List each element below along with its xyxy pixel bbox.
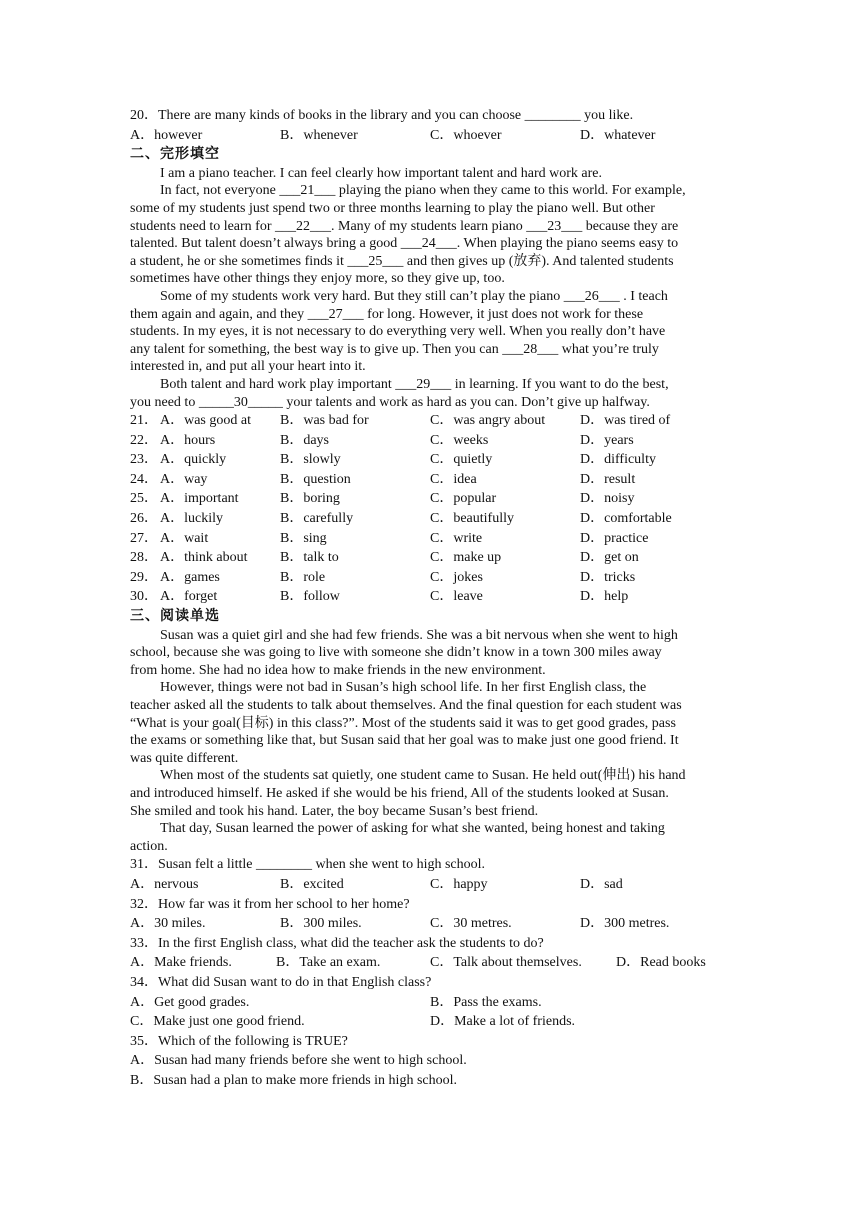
option-c: C．leave	[430, 589, 483, 605]
option-d: D．comfortable	[580, 511, 672, 527]
reading-line: Susan was a quiet girl and she had few friends. She was a bit nervous when she went to high	[160, 627, 678, 643]
cloze-line: In fact, not everyone ___21___ playing the piano when they came to this world. For example,	[160, 183, 686, 199]
option-a: A．Make friends.	[130, 955, 232, 971]
option-a: A．30 miles.	[130, 916, 206, 932]
question-35-stem: 35．Which of the following is TRUE?	[130, 1033, 348, 1049]
cloze-line: I am a piano teacher. I can feel clearly how important talent and hard work are.	[160, 165, 602, 181]
option-a: A．hours	[160, 432, 216, 448]
cloze-question-25	[130, 489, 732, 509]
reading-line: from home. She had no idea how to make friends in the new environment.	[130, 662, 546, 678]
cloze-question-27	[130, 529, 732, 549]
question-number: 26．	[130, 511, 158, 527]
cloze-question-30	[130, 587, 732, 607]
reading-line: and introduced himself. He asked if she would be his friend, All of the students looked at Susan.	[130, 785, 669, 801]
exam-page	[130, 106, 732, 1090]
option-c: C．idea	[430, 471, 477, 487]
option-b: B．Susan had a plan to make more friends in high school.	[130, 1072, 457, 1088]
option-b: B．slowly	[280, 452, 341, 468]
option-b: B．carefully	[280, 511, 354, 527]
question-number: 28．	[130, 550, 158, 566]
option-c: C．jokes	[430, 569, 483, 585]
cloze-question-21	[130, 411, 732, 431]
reading-line: That day, Susan learned the power of asking for what she wanted, being honest and taking	[160, 821, 665, 837]
cloze-line: students. In my eyes, it is not necessary to do everything very well. When you really don’t have	[130, 324, 666, 340]
cloze-line: interested in, and put all your heart into it.	[130, 359, 366, 375]
option-a: A．games	[160, 569, 220, 585]
option-c: C．write	[430, 530, 483, 546]
cloze-line: Both talent and hard work play important ___29___ in learning. If you want to do the best,	[160, 376, 669, 392]
option-d: D．whatever	[580, 127, 656, 143]
option-b: B．follow	[280, 589, 340, 605]
option-b: B．talk to	[280, 550, 339, 566]
option-a: A．wait	[160, 530, 209, 546]
cloze-line: a student, he or she sometimes finds it ___25___ and then gives up (放弃). And talented students	[130, 253, 674, 269]
question-31-stem: 31．Susan felt a little ________ when she went to high school.	[130, 857, 486, 873]
cloze-question-24	[130, 470, 732, 490]
cloze-line: them again and again, and they ___27___ for long. However, it just does not work for these	[130, 306, 644, 322]
reading-line: teacher asked all the students to talk about themselves. And the final question for each student was	[130, 698, 682, 713]
option-a: A．quickly	[160, 452, 227, 468]
question-number: 25．	[130, 491, 158, 507]
question-31-options	[130, 875, 732, 895]
cloze-line: talented. But talent doesn’t always bring a good ___24___. When playing the piano seems easy to	[130, 236, 679, 252]
cloze-line: students need to learn for ___22___. Many of my students learn piano ___23___ because they are	[130, 218, 679, 234]
option-d: D．tricks	[580, 569, 636, 585]
reading-line: action.	[130, 838, 168, 854]
question-number: 23．	[130, 452, 158, 468]
reading-line: was quite different.	[130, 750, 239, 766]
cloze-question-26	[130, 509, 732, 529]
option-c: C．happy	[430, 876, 488, 892]
option-c: C．30 metres.	[430, 916, 512, 932]
option-a: A．was good at	[160, 413, 251, 429]
option-b: B．days	[280, 432, 329, 448]
question-32-stem: 32．How far was it from her school to her home?	[130, 896, 410, 912]
option-a: A．Susan had many friends before she went to high school.	[130, 1053, 467, 1069]
option-c: C．was angry about	[430, 413, 546, 429]
option-d: D．Read books	[616, 955, 706, 971]
question-number: 22．	[130, 432, 158, 448]
option-b: B．Pass the exams.	[430, 994, 542, 1010]
option-a: A．luckily	[160, 511, 223, 527]
question-number: 30．	[130, 589, 158, 605]
cloze-line: sometimes have other things they enjoy more, so they give up, too.	[130, 271, 505, 287]
reading-line: She smiled and took his hand. Later, the boy became Susan’s best friend.	[130, 803, 539, 819]
option-a: A．forget	[160, 589, 218, 605]
reading-line: school, because she was going to live with someone she didn’t know in a town 300 miles away	[130, 645, 662, 661]
cloze-question-22	[130, 431, 732, 451]
question-34-options-row-2	[130, 1012, 732, 1032]
cloze-line: any talent for something, the best way is to give up. Then you can ___28___ what you’re truly	[130, 341, 659, 357]
option-c: C．Make just one good friend.	[130, 1014, 305, 1030]
reading-line: the exams or something like that, but Susan said that her goal was to make just one good friend. It	[130, 733, 679, 749]
option-d: D．practice	[580, 530, 649, 546]
option-d: D．noisy	[580, 491, 635, 507]
option-c: C．weeks	[430, 432, 489, 448]
question-32-options	[130, 914, 732, 934]
option-b: B．excited	[280, 876, 344, 892]
cloze-question-29	[130, 568, 732, 588]
option-d: D．result	[580, 471, 636, 487]
option-c: C．make up	[430, 550, 502, 566]
option-c: C．Talk about themselves.	[430, 955, 582, 971]
option-d: D．sad	[580, 876, 623, 892]
option-d: D．years	[580, 432, 634, 448]
option-d: D．difficulty	[580, 452, 656, 468]
option-d: D．300 metres.	[580, 916, 670, 932]
option-b: B．300 miles.	[280, 916, 362, 932]
option-c: C．popular	[430, 491, 497, 507]
option-d: D．get on	[580, 550, 639, 566]
section-3-heading: 三、阅读单选	[130, 609, 220, 625]
option-c: C．beautifully	[430, 511, 514, 527]
option-d: D．was tired of	[580, 413, 671, 429]
option-b: B．whenever	[280, 127, 358, 143]
question-33-stem: 33．In the first English class, what did the teacher ask the students to do?	[130, 935, 544, 951]
cloze-line: you need to _____30_____ your talents and work as hard as you can. Don’t give up halfway.	[130, 394, 650, 410]
cloze-question-23	[130, 450, 732, 470]
reading-line: “What is your goal(目标) in this class?”. Most of the students said it was to get good grades, pass	[130, 715, 676, 731]
option-a: A．way	[160, 471, 208, 487]
option-c: C．quietly	[430, 452, 493, 468]
question-number: 21．	[130, 413, 158, 429]
option-b: B．role	[280, 569, 326, 585]
option-b: B．question	[280, 471, 351, 487]
option-d: D．Make a lot of friends.	[430, 1014, 576, 1030]
question-number: 27．	[130, 530, 158, 546]
option-b: B．sing	[280, 530, 327, 546]
option-d: D．help	[580, 589, 629, 605]
option-b: B．Take an exam.	[276, 955, 381, 971]
option-b: B．boring	[280, 491, 340, 507]
option-a: A．however	[130, 127, 203, 143]
question-number: 29．	[130, 569, 158, 585]
question-20-options	[130, 126, 732, 146]
option-b: B．was bad for	[280, 413, 369, 429]
question-34-options-row-1	[130, 993, 732, 1013]
cloze-line: Some of my students work very hard. But they still can’t play the piano ___26___ . I teach	[160, 288, 668, 304]
option-a: A．nervous	[130, 876, 199, 892]
question-33-options	[130, 953, 732, 973]
question-number: 24．	[130, 471, 158, 487]
question-34-stem: 34．What did Susan want to do in that English class?	[130, 974, 432, 990]
option-c: C．whoever	[430, 127, 502, 143]
reading-line: When most of the students sat quietly, one student came to Susan. He held out(伸出) his hand	[160, 768, 686, 784]
option-a: A．important	[160, 491, 239, 507]
cloze-question-list	[130, 411, 732, 607]
cloze-question-28	[130, 548, 732, 568]
reading-line: However, things were not bad in Susan’s high school life. In her first English class, the	[160, 680, 647, 696]
option-a: A．think about	[160, 550, 248, 566]
cloze-line: some of my students just spend two or three months learning to play the piano well. But other	[130, 200, 655, 216]
section-2-heading: 二、完形填空	[130, 147, 220, 163]
option-a: A．Get good grades.	[130, 994, 250, 1010]
question-20-stem: 20．There are many kinds of books in the library and you can choose ________ you like.	[130, 108, 634, 123]
